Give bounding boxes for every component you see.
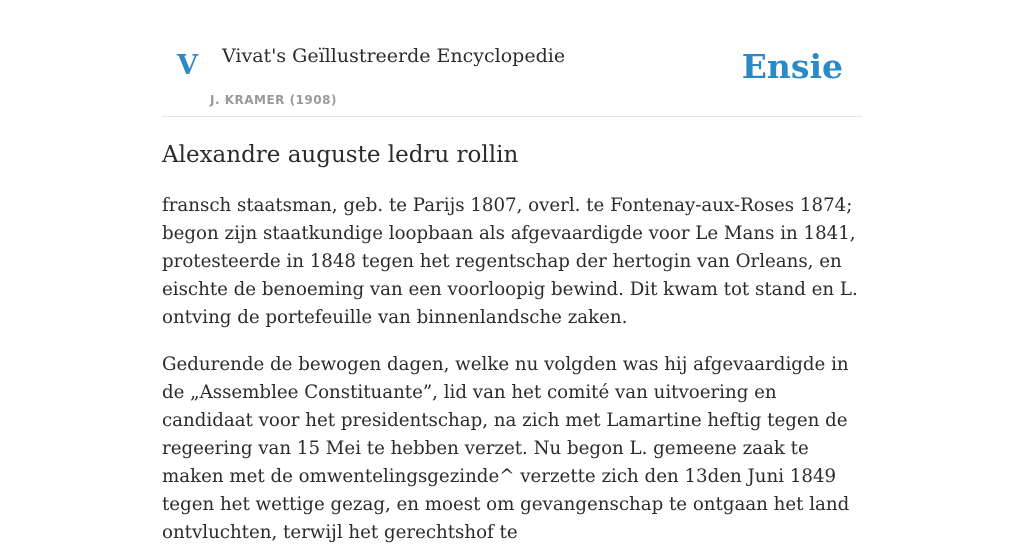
article-body [162,192,862,547]
page-header [162,0,862,117]
article-paragraph: Gedurende de bewogen dagen, welke nu volgden was hij afgevaardigde in de „Assemblee Constituante”, lid van het comité van uitvoering en candidaat voor het presidentschap, na zich met Lamartine heftig tegen de regeering van 15 Mei te hebben verzet. Nu begon L. gemeene zaak te maken met de omwentelingsgezinde^ verzette zich den 13den Juni 1849 tegen het wettige gezag, en moest om gevangenschap te ontgaan het land ontvluchten, terwijl het gerechtshof te [162,354,850,543]
book-author: J. KRAMER (1908) [210,93,337,107]
book-logo[interactable]: V [177,50,198,81]
article-paragraph: fransch staatsman, geb. te Parijs 1807, overl. te Fontenay-aux-Roses 1874; begon zijn staatkundige loopbaan als afgevaardigde voor Le Mans in 1841, protesteerde in 1848 tegen het regentschap der hertogin van Orleans, en eischte de benoeming van een voorloopig bewind. Dit kwam tot stand en L. ontving de portefeuille van binnenlandsche zaken. [162,195,858,328]
article [162,140,862,547]
ensie-logo[interactable]: Ensie [741,47,843,86]
article-title: Alexandre auguste ledru rollin [162,142,519,168]
book-title-link[interactable]: Vivat's Geïllustreerde Encyclopedie [222,45,566,67]
